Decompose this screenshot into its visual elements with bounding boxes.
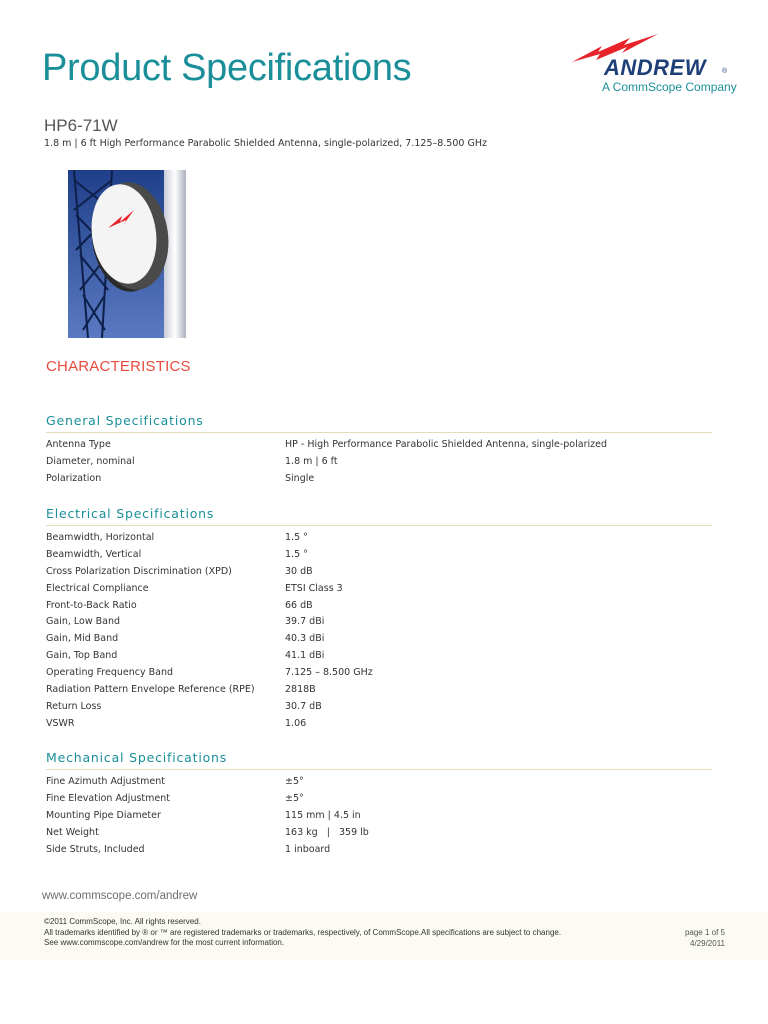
section-title: Electrical Specifications xyxy=(46,506,215,521)
section-title: Mechanical Specifications xyxy=(46,750,228,765)
spec-row xyxy=(46,824,712,841)
spec-label: Side Struts, Included xyxy=(46,843,145,855)
spec-row xyxy=(46,664,712,681)
footer-see-link: See www.commscope.com/andrew for the most current information. xyxy=(44,938,285,947)
spec-value: 1.5 ° xyxy=(285,548,308,560)
spec-value: 2818B xyxy=(285,683,316,695)
spec-value: 30.7 dB xyxy=(285,700,322,712)
andrew-logo xyxy=(572,34,737,98)
spec-label: Operating Frequency Band xyxy=(46,667,174,679)
electrical-specifications-section xyxy=(46,505,712,732)
mechanical-specifications-section xyxy=(46,749,712,857)
spec-row xyxy=(46,841,712,858)
spec-row xyxy=(46,715,712,732)
spec-label: Mounting Pipe Diameter xyxy=(46,809,161,821)
spec-value: 7.125 – 8.500 GHz xyxy=(285,667,373,679)
spec-value: 1.8 m | 6 ft xyxy=(285,455,338,467)
spec-row xyxy=(46,470,712,487)
spec-label: Fine Elevation Adjustment xyxy=(46,792,170,804)
spec-value: ±5° xyxy=(285,775,304,787)
spec-value: 66 dB xyxy=(285,599,313,611)
section-title: General Specifications xyxy=(46,413,204,428)
spec-value: 39.7 dBi xyxy=(285,616,325,628)
spec-value: Single xyxy=(285,472,315,484)
section-divider xyxy=(46,769,712,770)
footer-legal xyxy=(44,917,561,949)
spec-row xyxy=(46,546,712,563)
spec-value: 41.1 dBi xyxy=(285,650,325,662)
spec-label: Front-to-Back Ratio xyxy=(46,599,137,611)
spec-row xyxy=(46,681,712,698)
spec-label: Diameter, nominal xyxy=(46,455,135,467)
spec-row xyxy=(46,630,712,647)
spec-row xyxy=(46,613,712,630)
spec-row xyxy=(46,580,712,597)
spec-value: 1.06 xyxy=(285,717,307,729)
parabolic-antenna-photo xyxy=(68,170,186,338)
spec-row xyxy=(46,529,712,546)
spec-row xyxy=(46,698,712,715)
spec-label: Antenna Type xyxy=(46,438,111,450)
spec-row xyxy=(46,453,712,470)
spec-value: ±5° xyxy=(285,792,304,804)
spec-value: 1 inboard xyxy=(285,843,331,855)
spec-label: Gain, Mid Band xyxy=(46,633,119,645)
general-specifications-section xyxy=(46,412,712,487)
spec-label: Net Weight xyxy=(46,826,99,838)
footer-trademarks: All trademarks identified by ® or ™ are registered trademarks or trademarks, respectively, of CommScope.All specifications are subject to change. xyxy=(44,927,562,937)
spec-value: 40.3 dBi xyxy=(285,633,325,645)
spec-value: 1.5 ° xyxy=(285,531,308,543)
spec-label: Polarization xyxy=(46,472,102,484)
logo-registered-mark: ® xyxy=(722,68,728,75)
spec-label: Electrical Compliance xyxy=(46,582,149,594)
spec-label: Radiation Pattern Envelope Reference (RPE) xyxy=(46,683,255,695)
document-date: 4/29/2011 xyxy=(690,938,725,948)
spec-label: Gain, Low Band xyxy=(46,616,121,628)
spec-label: Return Loss xyxy=(46,700,102,712)
spec-label: Beamwidth, Horizontal xyxy=(46,531,155,543)
page-title: Product Specifications xyxy=(42,47,412,89)
spec-label: Fine Azimuth Adjustment xyxy=(46,775,166,787)
spec-value: HP - High Performance Parabolic Shielded Antenna, single-polarized xyxy=(285,438,607,450)
spec-label: Beamwidth, Vertical xyxy=(46,548,142,560)
product-description: 1.8 m | 6 ft High Performance Parabolic Shielded Antenna, single-polarized, 7.125–8.500 GHz xyxy=(44,138,487,149)
spec-value: 163 kg | 359 lb xyxy=(285,826,369,838)
spec-label: Cross Polarization Discrimination (XPD) xyxy=(46,565,232,577)
spec-row xyxy=(46,563,712,580)
characteristics-heading: CHARACTERISTICS xyxy=(46,358,191,375)
spec-row xyxy=(46,773,712,790)
spec-row xyxy=(46,807,712,824)
logo-wordmark: ANDREW xyxy=(604,55,706,80)
spec-row xyxy=(46,790,712,807)
spec-label: VSWR xyxy=(46,717,75,729)
spec-value: 115 mm | 4.5 in xyxy=(285,809,361,821)
product-model: HP6-71W xyxy=(44,116,118,135)
footer-page-info xyxy=(685,928,725,949)
footer-url[interactable]: www.commscope.com/andrew xyxy=(42,890,198,902)
logo-tagline: A CommScope Company xyxy=(602,80,737,94)
spec-value: ETSI Class 3 xyxy=(285,582,343,594)
spec-label: Gain, Top Band xyxy=(46,650,118,662)
footer-copyright: ©2011 CommScope, Inc. All rights reserved. xyxy=(44,917,201,926)
section-divider xyxy=(46,432,712,433)
page-number: page 1 of 5 xyxy=(684,928,725,937)
spec-row xyxy=(46,647,712,664)
spec-value: 30 dB xyxy=(285,565,313,577)
section-divider xyxy=(46,525,712,526)
spec-row xyxy=(46,436,712,453)
spec-row xyxy=(46,597,712,614)
